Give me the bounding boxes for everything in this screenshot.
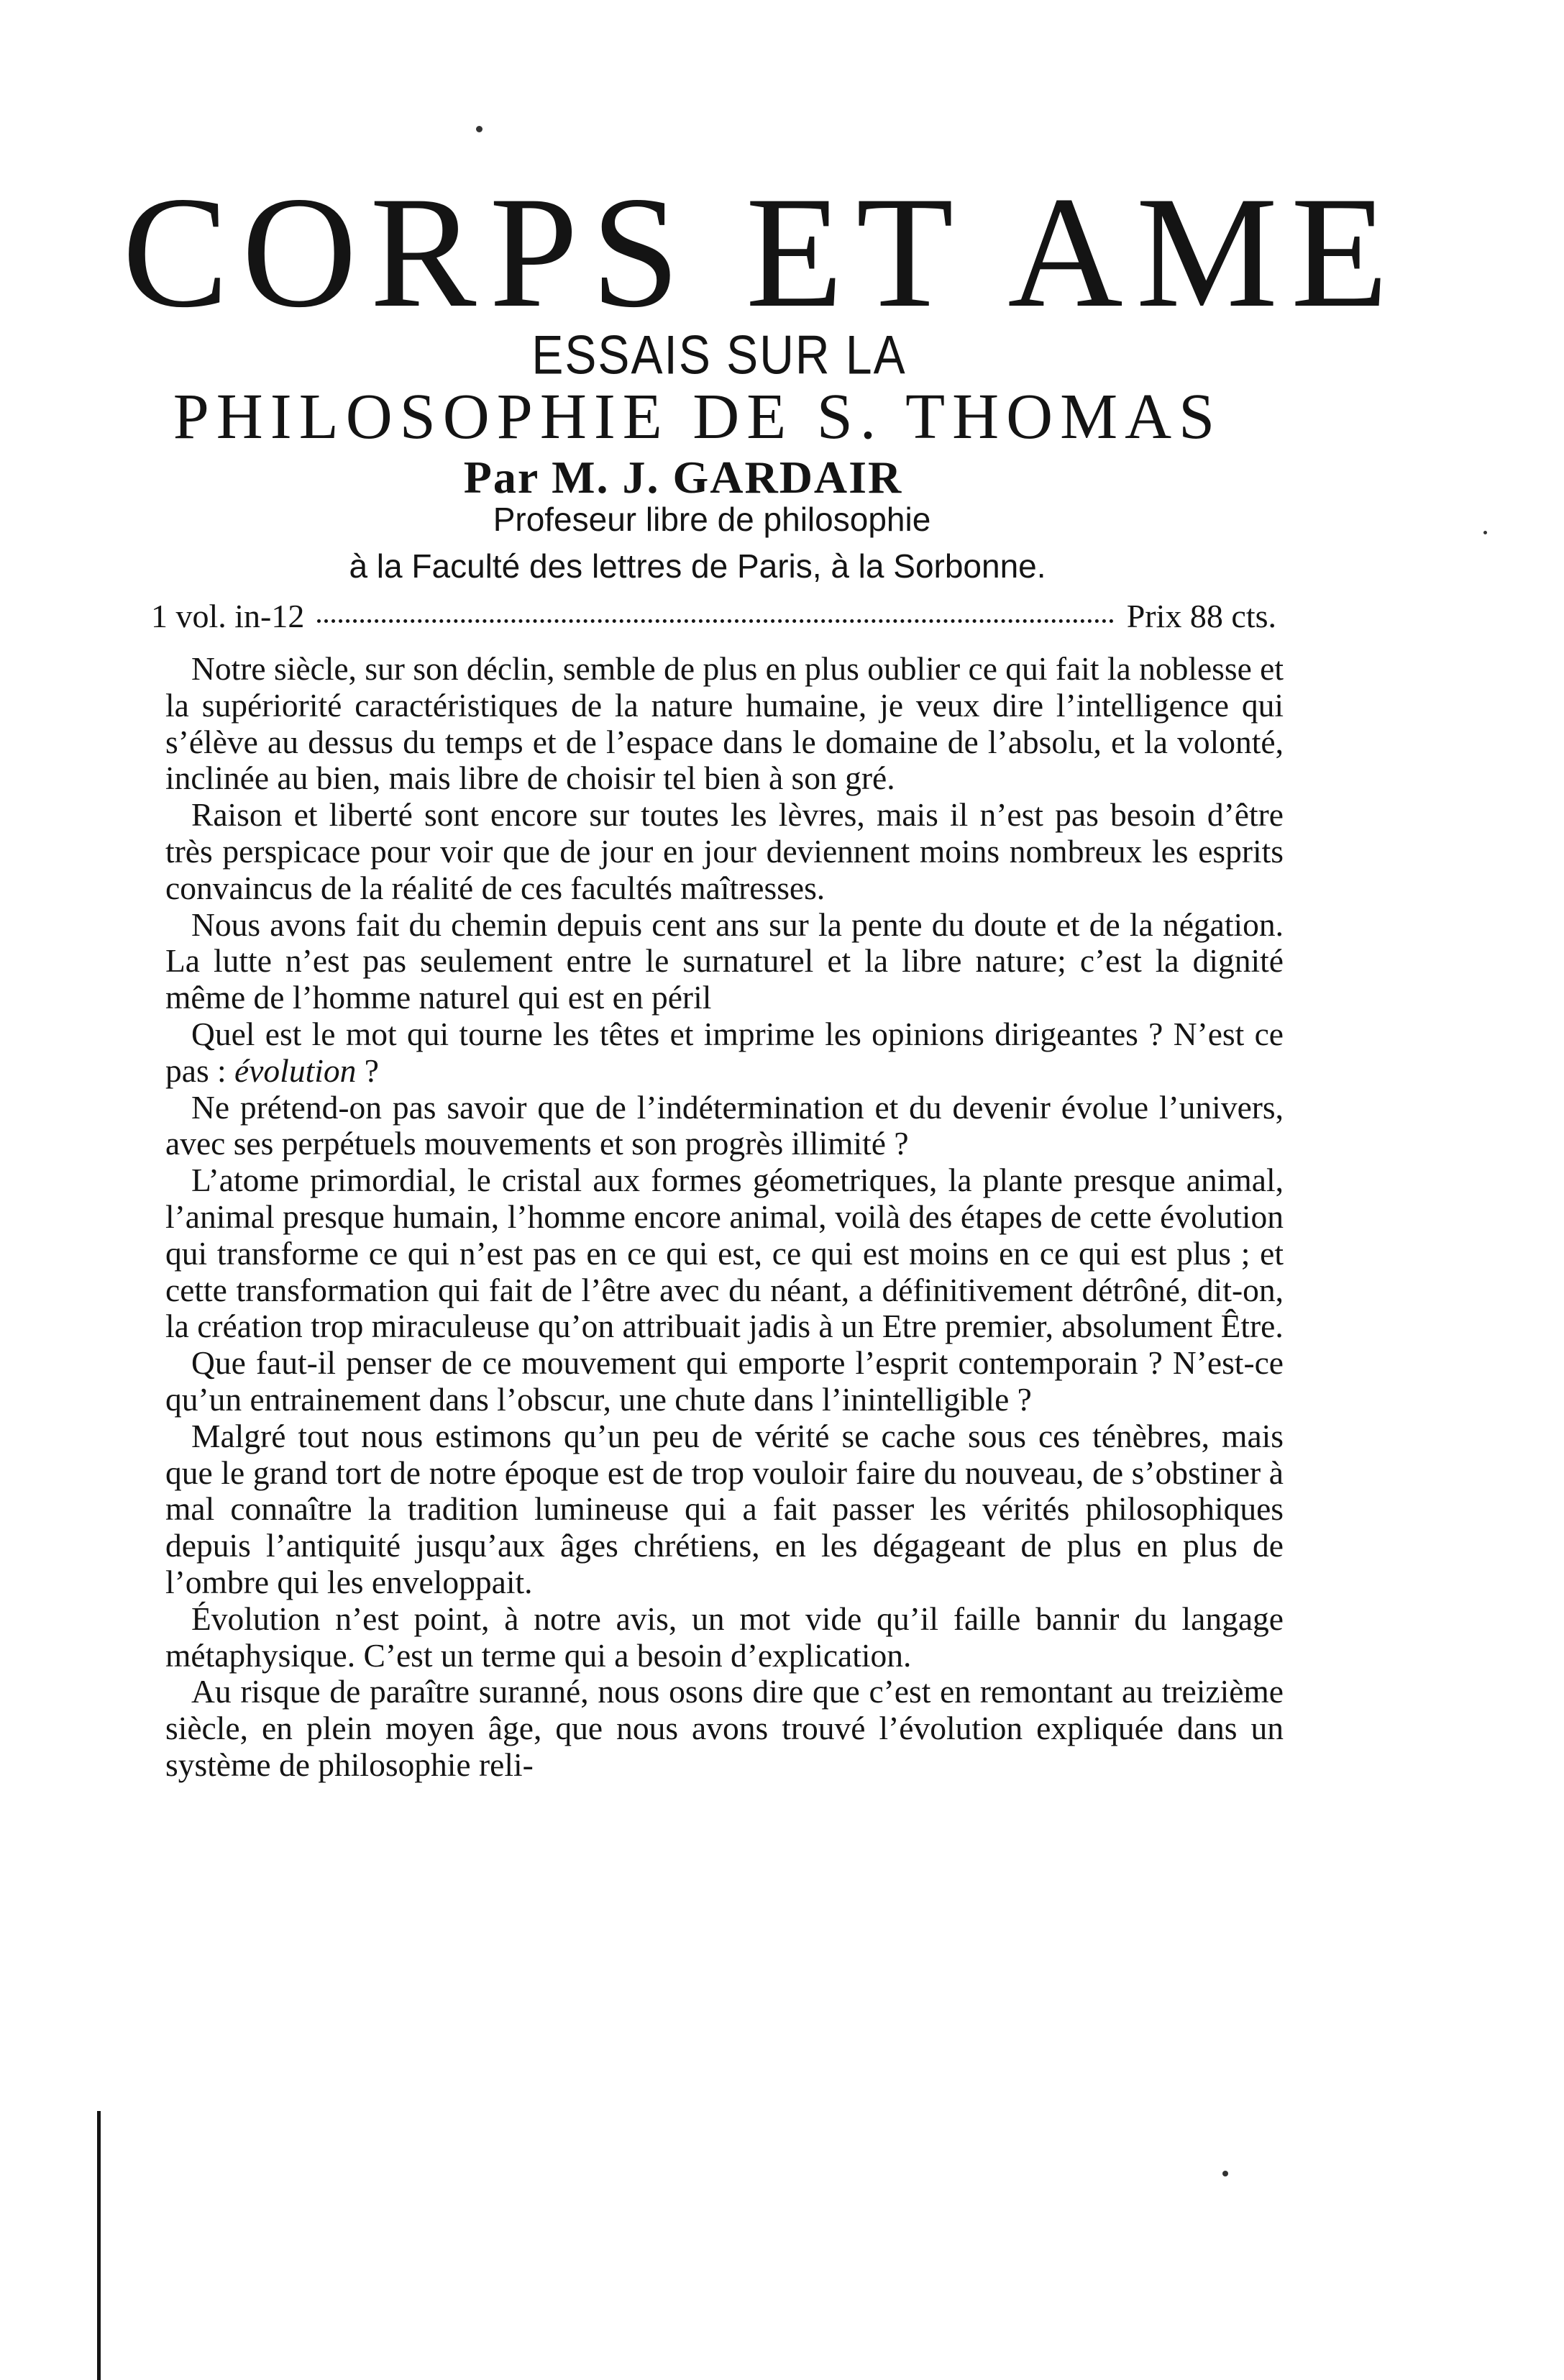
paragraph: Nous avons fait du chemin depuis cent ans sur la pente du doute et de la négation. La lutte n’est pas seulement entre le surnaturel et la libre nature; c’est la dignité même de l’homme naturel qui est en péril: [165, 906, 1284, 1016]
paragraph: Raison et liberté sont encore sur toutes les lèvres, mais il n’est pas besoin d’être très perspicace pour voir que de jour en jour deviennent moins nombreux les esprits convaincus de la réalité de ces facultés maîtresses.: [165, 796, 1284, 906]
author-line: Par M. J. GARDAIR: [463, 452, 903, 503]
paragraph: Au risque de paraître suranné, nous osons dire que c’est en remontant au treizième siècle, en plein moyen âge, que nous avons trouvé l’évolution expliquée dans un système de philosophie reli-: [165, 1673, 1284, 1783]
subtitle-line-2: PHILOSOPHIE DE S. THOMAS: [173, 381, 1222, 452]
paragraph: Malgré tout nous estimons qu’un peu de vérité se cache sous ces ténèbres, mais que le grand tort de notre époque est de trop vouloir faire du nouveau, de s’obstiner à mal connaître la tradition lumineuse qui a fait passer les vérités philosophiques depuis l’antiquité jusqu’aux âges chrétiens, en les dégageant de plus en plus de l’ombre qui les enveloppait.: [165, 1417, 1284, 1600]
paragraph-text: Quel est le mot qui tourne les têtes et imprime les opinions dirigeantes ? N’est ce pas :: [165, 1015, 1284, 1089]
author-position-line-2: à la Faculté des lettres de Paris, à la Sorbonne.: [349, 547, 1046, 585]
scan-speck: [1483, 531, 1487, 534]
italic-term: évolution: [234, 1052, 357, 1089]
paragraph: L’atome primordial, le cristal aux formes géometriques, la plante presque animal, l’animal presque humain, l’homme encore animal, voilà des étapes de cette évolution qui transforme ce qui n’est pas en ce qui est, ce qui est moins en ce qui est plus ; et cette transformation qui fait de l’être avec du néant, a définitivement détrôné, dit-on, la création trop miraculeuse qu’on attribuait jadis à un Etre premier, absolument Être.: [165, 1162, 1284, 1345]
author-position-line-1: Profeseur libre de philosophie: [493, 501, 931, 538]
document-title: CORPS ET AME: [122, 164, 1401, 341]
paragraph: Que faut-il penser de ce mouvement qui emporte l’esprit contemporain ? N’est-ce qu’un entrainement dans l’obscur, une chute dans l’inintelligible ?: [165, 1344, 1284, 1418]
paragraph: Ne prétend-on pas savoir que de l’indétermination et du devenir évolue l’univers, avec ses perpétuels mouvements et son progrès illimité ?: [165, 1088, 1284, 1162]
volume-price-line: [151, 597, 1276, 640]
paragraph-end: ?: [356, 1052, 379, 1089]
scan-speck: [1222, 2171, 1228, 2176]
subtitle-line-1: ESSAIS SUR LA: [531, 324, 907, 386]
paragraph-with-italic: [165, 1016, 1284, 1090]
volume-format: 1 vol. in-12: [151, 598, 305, 634]
scan-speck: [476, 126, 483, 132]
dot-leader: [317, 619, 1113, 623]
paragraph: Notre siècle, sur son déclin, semble de plus en plus oublier ce qui fait la noblesse et la supériorité caractéristiques de la nature humaine, je veux dire l’intelligence qui s’élève au dessus du temps et de l’espace dans le domaine de l’absolu, et la volonté, inclinée au bien, mais libre de choisir tel bien à son gré.: [165, 650, 1284, 797]
margin-rule-line: [97, 2111, 101, 2380]
paragraph: Évolution n’est point, à notre avis, un mot vide qu’il faille bannir du langage métaphysique. C’est un terme qui a besoin d’explication.: [165, 1600, 1284, 1674]
body-text: [165, 651, 1284, 1784]
price: Prix 88 cts.: [1126, 598, 1276, 634]
